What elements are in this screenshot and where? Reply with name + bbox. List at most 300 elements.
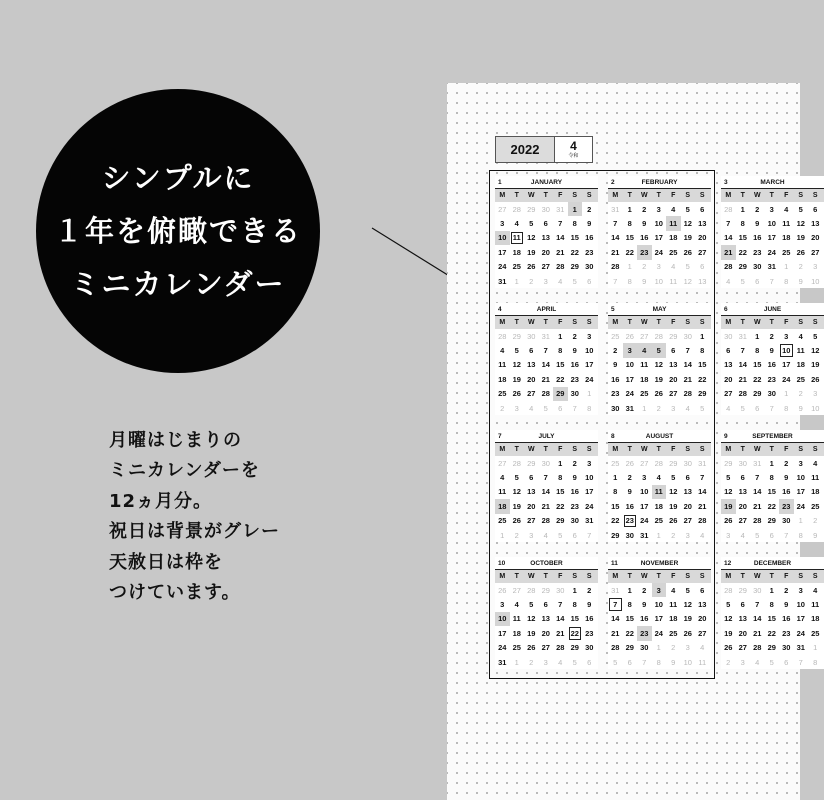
day-cell: 19 bbox=[654, 374, 663, 384]
day-cell: 12 bbox=[512, 487, 521, 497]
weekday-label: T bbox=[543, 573, 548, 580]
weekday-label: F bbox=[671, 446, 676, 453]
day-cell: 29 bbox=[570, 643, 579, 653]
day-cell: 23 bbox=[767, 374, 776, 384]
day-cell-adjacent: 2 bbox=[642, 262, 647, 272]
weekday-header bbox=[495, 316, 598, 329]
day-cell: 9 bbox=[572, 473, 577, 483]
weekday-header bbox=[495, 189, 598, 202]
day-cell: 25 bbox=[498, 516, 507, 526]
day-cell: 9 bbox=[784, 473, 789, 483]
day-cell: 17 bbox=[585, 360, 594, 370]
week-row bbox=[721, 583, 824, 597]
day-cell: 21 bbox=[556, 247, 565, 257]
month-number: 4 bbox=[570, 138, 577, 153]
weekday-label: S bbox=[685, 446, 691, 453]
day-cell: 4 bbox=[500, 346, 505, 356]
day-cell: 22 bbox=[738, 247, 747, 257]
day-cell-adjacent: 4 bbox=[529, 403, 534, 413]
day-cell: 5 bbox=[685, 204, 690, 214]
week-row bbox=[721, 470, 824, 484]
day-cell: 30 bbox=[570, 516, 579, 526]
day-cell: 19 bbox=[527, 628, 536, 638]
day-cell-adjacent: 10 bbox=[654, 276, 663, 286]
week-row bbox=[495, 655, 598, 669]
day-cell: 22 bbox=[625, 628, 634, 638]
day-cell: 26 bbox=[669, 516, 678, 526]
day-cell: 3 bbox=[500, 600, 505, 610]
day-cell-adjacent: 31 bbox=[738, 331, 747, 341]
day-cell: 20 bbox=[811, 233, 820, 243]
day-cell: 2 bbox=[587, 585, 592, 595]
weekday-label: T bbox=[656, 446, 661, 453]
day-cell-adjacent: 5 bbox=[685, 262, 690, 272]
day-cell: 6 bbox=[529, 473, 534, 483]
weekday-label: T bbox=[740, 573, 745, 580]
day-cell: 10 bbox=[585, 473, 594, 483]
day-cell: 25 bbox=[498, 389, 507, 399]
week-row bbox=[721, 358, 824, 372]
day-cell: 4 bbox=[656, 473, 661, 483]
day-cell-adjacent: 7 bbox=[784, 530, 789, 540]
weekday-label: S bbox=[572, 319, 578, 326]
month-july bbox=[495, 430, 598, 552]
day-cell: 2 bbox=[784, 585, 789, 595]
day-cell: 9 bbox=[587, 600, 592, 610]
month-number: 4 bbox=[498, 306, 502, 313]
weekday-label: M bbox=[612, 319, 619, 326]
day-cell: 20 bbox=[738, 501, 747, 511]
month-march bbox=[721, 176, 824, 298]
day-cell: 28 bbox=[698, 516, 707, 526]
week-row bbox=[608, 216, 711, 230]
day-cell: 9 bbox=[627, 487, 632, 497]
day-cell: 13 bbox=[683, 487, 692, 497]
day-cell-adjacent: 27 bbox=[512, 585, 521, 595]
day-cell: 3 bbox=[784, 331, 789, 341]
day-cell: 13 bbox=[527, 360, 536, 370]
day-cell: 5 bbox=[798, 204, 803, 214]
day-cell: 6 bbox=[543, 219, 548, 229]
weekday-label: F bbox=[558, 192, 563, 199]
day-cell: 30 bbox=[611, 403, 620, 413]
week-row bbox=[721, 231, 824, 245]
day-cell: 4 bbox=[784, 204, 789, 214]
day-cell: 9 bbox=[642, 600, 647, 610]
day-cell: 28 bbox=[724, 262, 733, 272]
day-cell-adjacent: 3 bbox=[813, 262, 818, 272]
day-cell: 20 bbox=[683, 501, 692, 511]
weekday-label: W bbox=[753, 573, 761, 580]
day-cell: 17 bbox=[767, 233, 776, 243]
month-september bbox=[721, 430, 824, 552]
day-cell-adjacent: 3 bbox=[685, 643, 690, 653]
day-cell: 3 bbox=[798, 458, 803, 468]
day-cell: 24 bbox=[654, 628, 663, 638]
day-cell: 10 bbox=[495, 612, 510, 626]
day-cell: 4 bbox=[671, 204, 676, 214]
day-cell-adjacent: 1 bbox=[784, 262, 789, 272]
day-cell: 18 bbox=[811, 614, 820, 624]
day-cell: 27 bbox=[811, 247, 820, 257]
day-cell: 11 bbox=[782, 219, 791, 229]
month-title bbox=[721, 303, 824, 316]
day-cell-adjacent: 8 bbox=[656, 657, 661, 667]
day-cell: 20 bbox=[698, 614, 707, 624]
day-cell: 28 bbox=[753, 643, 762, 653]
week-row bbox=[495, 528, 598, 542]
day-cell: 8 bbox=[740, 219, 745, 229]
day-cell: 11 bbox=[640, 360, 649, 370]
day-cell: 15 bbox=[767, 614, 776, 624]
week-row bbox=[495, 401, 598, 415]
weekday-label: S bbox=[572, 446, 578, 453]
day-cell: 13 bbox=[738, 614, 747, 624]
day-cell: 21 bbox=[753, 501, 762, 511]
day-cell: 2 bbox=[572, 331, 577, 341]
day-cell: 19 bbox=[683, 233, 692, 243]
day-cell: 13 bbox=[738, 487, 747, 497]
weekday-label: S bbox=[812, 319, 818, 326]
weekday-header bbox=[608, 570, 711, 583]
day-cell: 8 bbox=[755, 346, 760, 356]
day-cell: 14 bbox=[753, 614, 762, 624]
day-cell-adjacent: 2 bbox=[726, 657, 731, 667]
weekday-label: W bbox=[753, 192, 761, 199]
day-cell-adjacent: 30 bbox=[541, 458, 550, 468]
day-cell: 6 bbox=[740, 600, 745, 610]
month-title bbox=[721, 557, 824, 570]
day-cell: 3 bbox=[798, 585, 803, 595]
day-cell: 20 bbox=[669, 374, 678, 384]
day-cell: 12 bbox=[683, 219, 692, 229]
week-row bbox=[721, 329, 824, 343]
description-line: 月曜はじまりの bbox=[109, 430, 242, 451]
weekday-label: M bbox=[612, 192, 619, 199]
week-row bbox=[495, 372, 598, 386]
day-cell-adjacent: 2 bbox=[798, 262, 803, 272]
day-cell-adjacent: 10 bbox=[811, 403, 820, 413]
day-cell-adjacent: 5 bbox=[700, 403, 705, 413]
day-cell: 30 bbox=[782, 516, 791, 526]
week-row bbox=[495, 583, 598, 597]
day-cell-adjacent: 9 bbox=[798, 403, 803, 413]
day-cell: 12 bbox=[654, 360, 663, 370]
day-cell: 21 bbox=[541, 374, 550, 384]
day-cell: 14 bbox=[611, 233, 620, 243]
day-cell-adjacent: 6 bbox=[558, 403, 563, 413]
day-cell: 30 bbox=[767, 389, 776, 399]
day-cell: 16 bbox=[625, 501, 634, 511]
day-cell: 8 bbox=[558, 473, 563, 483]
day-cell: 28 bbox=[683, 389, 692, 399]
day-cell: 30 bbox=[782, 643, 791, 653]
day-cell-adjacent: 30 bbox=[683, 458, 692, 468]
day-cell: 25 bbox=[512, 643, 521, 653]
day-cell: 20 bbox=[724, 374, 733, 384]
day-cell: 2 bbox=[755, 204, 760, 214]
day-cell-adjacent: 26 bbox=[625, 458, 634, 468]
day-cell: 7 bbox=[543, 473, 548, 483]
week-row bbox=[495, 387, 598, 401]
day-cell: 17 bbox=[498, 247, 507, 257]
day-cell: 11 bbox=[796, 346, 805, 356]
day-cell: 6 bbox=[726, 346, 731, 356]
day-cell: 17 bbox=[654, 614, 663, 624]
month-title bbox=[495, 176, 598, 189]
weekday-header bbox=[608, 189, 711, 202]
day-cell: 6 bbox=[529, 346, 534, 356]
planner-page bbox=[447, 83, 820, 800]
week-row bbox=[608, 583, 711, 597]
week-row bbox=[495, 485, 598, 499]
month-december bbox=[721, 557, 824, 679]
day-cell: 1 bbox=[613, 473, 618, 483]
day-cell-adjacent: 7 bbox=[798, 657, 803, 667]
weekday-label: S bbox=[699, 319, 705, 326]
day-cell: 8 bbox=[627, 600, 632, 610]
week-row bbox=[721, 202, 824, 216]
day-cell: 1 bbox=[769, 585, 774, 595]
day-cell: 19 bbox=[512, 374, 521, 384]
day-cell: 7 bbox=[755, 600, 760, 610]
day-cell-adjacent: 29 bbox=[738, 585, 747, 595]
day-cell-adjacent: 6 bbox=[769, 530, 774, 540]
day-cell: 16 bbox=[611, 374, 620, 384]
month-number: 2 bbox=[611, 179, 615, 186]
day-cell-adjacent: 5 bbox=[558, 530, 563, 540]
day-cell-adjacent: 7 bbox=[769, 403, 774, 413]
day-cell: 22 bbox=[556, 374, 565, 384]
day-cell: 23 bbox=[585, 628, 594, 638]
month-number: 1 bbox=[498, 179, 502, 186]
day-cell: 15 bbox=[570, 233, 579, 243]
weekday-label: S bbox=[798, 192, 804, 199]
day-cell: 12 bbox=[796, 219, 805, 229]
weekday-label: S bbox=[812, 446, 818, 453]
day-cell: 11 bbox=[811, 473, 820, 483]
day-cell-adjacent: 1 bbox=[656, 530, 661, 540]
weekday-label: T bbox=[627, 573, 632, 580]
weekday-label: T bbox=[627, 319, 632, 326]
day-cell: 13 bbox=[811, 219, 820, 229]
weekday-label: W bbox=[640, 192, 648, 199]
day-cell-adjacent: 26 bbox=[625, 331, 634, 341]
month-number: 3 bbox=[724, 179, 728, 186]
day-cell: 15 bbox=[556, 487, 565, 497]
day-cell: 24 bbox=[585, 374, 594, 384]
week-row bbox=[495, 470, 598, 484]
month-title bbox=[495, 557, 598, 570]
day-cell-adjacent: 8 bbox=[627, 276, 632, 286]
week-row bbox=[495, 456, 598, 470]
day-cell: 23 bbox=[782, 628, 791, 638]
week-row bbox=[495, 260, 598, 274]
weekday-header bbox=[721, 443, 824, 456]
month-box bbox=[555, 136, 593, 163]
day-cell: 19 bbox=[721, 499, 736, 513]
day-cell: 5 bbox=[726, 600, 731, 610]
day-cell: 5 bbox=[813, 331, 818, 341]
weekday-label: T bbox=[543, 319, 548, 326]
day-cell: 1 bbox=[572, 585, 577, 595]
day-cell: 1 bbox=[740, 204, 745, 214]
day-cell: 31 bbox=[796, 643, 805, 653]
month-number: 11 bbox=[611, 560, 618, 567]
day-cell: 21 bbox=[611, 247, 620, 257]
week-row bbox=[608, 485, 711, 499]
day-cell-adjacent: 28 bbox=[724, 204, 733, 214]
day-cell: 1 bbox=[627, 585, 632, 595]
weekday-label: T bbox=[543, 192, 548, 199]
week-row bbox=[608, 274, 711, 288]
day-cell-adjacent: 2 bbox=[500, 403, 505, 413]
day-cell: 28 bbox=[611, 262, 620, 272]
day-cell: 24 bbox=[498, 643, 507, 653]
page-header bbox=[495, 136, 593, 163]
day-cell-adjacent: 5 bbox=[740, 403, 745, 413]
day-cell: 16 bbox=[585, 233, 594, 243]
month-title bbox=[721, 176, 824, 189]
month-april bbox=[495, 303, 598, 425]
day-cell: 11 bbox=[666, 216, 681, 230]
weekday-label: T bbox=[740, 446, 745, 453]
weekday-label: S bbox=[798, 446, 804, 453]
weekday-label: F bbox=[558, 319, 563, 326]
month-title bbox=[495, 430, 598, 443]
day-cell: 14 bbox=[683, 360, 692, 370]
day-cell-adjacent: 1 bbox=[813, 643, 818, 653]
day-cell: 1 bbox=[700, 331, 705, 341]
month-title bbox=[608, 176, 711, 189]
day-cell-adjacent: 29 bbox=[669, 331, 678, 341]
day-cell: 21 bbox=[556, 628, 565, 638]
week-row bbox=[495, 245, 598, 259]
weekday-label: S bbox=[685, 573, 691, 580]
day-cell-adjacent: 31 bbox=[611, 585, 620, 595]
weekday-header bbox=[495, 570, 598, 583]
day-cell: 6 bbox=[700, 585, 705, 595]
day-cell: 8 bbox=[558, 346, 563, 356]
day-cell: 21 bbox=[683, 374, 692, 384]
week-row bbox=[721, 372, 824, 386]
day-cell: 25 bbox=[512, 262, 521, 272]
day-cell: 8 bbox=[627, 219, 632, 229]
weekday-label: S bbox=[812, 573, 818, 580]
day-cell: 25 bbox=[669, 247, 678, 257]
day-cell-adjacent: 8 bbox=[784, 276, 789, 286]
month-number: 7 bbox=[498, 433, 502, 440]
day-cell-adjacent: 8 bbox=[587, 403, 592, 413]
day-cell-adjacent: 4 bbox=[755, 657, 760, 667]
day-cell: 16 bbox=[585, 614, 594, 624]
day-cell: 21 bbox=[698, 501, 707, 511]
day-cell: 29 bbox=[570, 262, 579, 272]
month-title bbox=[608, 557, 711, 570]
day-cell: 14 bbox=[556, 614, 565, 624]
day-cell: 15 bbox=[698, 360, 707, 370]
day-cell: 20 bbox=[527, 374, 536, 384]
day-cell: 10 bbox=[654, 219, 663, 229]
day-cell: 4 bbox=[671, 585, 676, 595]
day-cell-adjacent: 29 bbox=[527, 458, 536, 468]
week-row bbox=[608, 372, 711, 386]
day-cell: 4 bbox=[798, 331, 803, 341]
day-cell-adjacent: 29 bbox=[527, 204, 536, 214]
day-cell: 12 bbox=[669, 487, 678, 497]
day-cell: 13 bbox=[724, 360, 733, 370]
week-row bbox=[495, 499, 598, 513]
day-cell: 14 bbox=[611, 614, 620, 624]
day-cell: 28 bbox=[541, 389, 550, 399]
day-cell: 29 bbox=[767, 643, 776, 653]
weekday-label: F bbox=[671, 319, 676, 326]
day-cell: 17 bbox=[498, 628, 507, 638]
day-cell: 22 bbox=[767, 628, 776, 638]
day-cell-adjacent: 30 bbox=[527, 331, 536, 341]
day-cell-adjacent: 26 bbox=[498, 585, 507, 595]
day-cell: 26 bbox=[654, 389, 663, 399]
weekday-label: S bbox=[572, 192, 578, 199]
day-cell-adjacent: 7 bbox=[769, 276, 774, 286]
day-cell: 16 bbox=[782, 487, 791, 497]
month-title bbox=[721, 430, 824, 443]
day-cell: 9 bbox=[642, 219, 647, 229]
week-row bbox=[608, 401, 711, 415]
day-cell-adjacent: 6 bbox=[755, 403, 760, 413]
day-cell: 26 bbox=[527, 643, 536, 653]
day-cell: 31 bbox=[498, 657, 507, 667]
day-cell: 23 bbox=[570, 374, 579, 384]
day-cell-adjacent: 29 bbox=[541, 585, 550, 595]
day-cell: 14 bbox=[698, 487, 707, 497]
day-cell: 10 bbox=[625, 360, 634, 370]
month-november bbox=[608, 557, 711, 679]
day-cell: 25 bbox=[811, 501, 820, 511]
day-cell: 25 bbox=[669, 628, 678, 638]
day-cell-adjacent: 8 bbox=[784, 403, 789, 413]
day-cell-adjacent: 4 bbox=[726, 403, 731, 413]
day-cell-adjacent: 30 bbox=[724, 331, 733, 341]
day-cell-adjacent: 2 bbox=[813, 516, 818, 526]
day-cell: 20 bbox=[698, 233, 707, 243]
week-row bbox=[495, 231, 598, 245]
week-row bbox=[495, 329, 598, 343]
day-cell: 25 bbox=[796, 374, 805, 384]
day-cell-adjacent: 1 bbox=[656, 643, 661, 653]
day-cell-adjacent: 2 bbox=[529, 276, 534, 286]
week-row bbox=[495, 626, 598, 640]
month-october bbox=[495, 557, 598, 679]
week-row bbox=[608, 641, 711, 655]
day-cell: 27 bbox=[738, 516, 747, 526]
day-cell: 1 bbox=[769, 458, 774, 468]
week-row bbox=[495, 641, 598, 655]
day-cell: 21 bbox=[721, 245, 736, 259]
day-cell-adjacent: 9 bbox=[671, 657, 676, 667]
day-cell: 18 bbox=[640, 374, 649, 384]
day-cell-adjacent: 27 bbox=[498, 204, 507, 214]
day-cell: 15 bbox=[738, 233, 747, 243]
era-label: 令和 bbox=[568, 152, 579, 159]
month-number: 5 bbox=[611, 306, 615, 313]
week-row bbox=[608, 612, 711, 626]
day-cell: 11 bbox=[498, 360, 507, 370]
day-cell: 9 bbox=[755, 219, 760, 229]
day-cell-adjacent: 4 bbox=[543, 530, 548, 540]
day-cell-adjacent: 9 bbox=[642, 276, 647, 286]
weekday-label: T bbox=[514, 573, 519, 580]
